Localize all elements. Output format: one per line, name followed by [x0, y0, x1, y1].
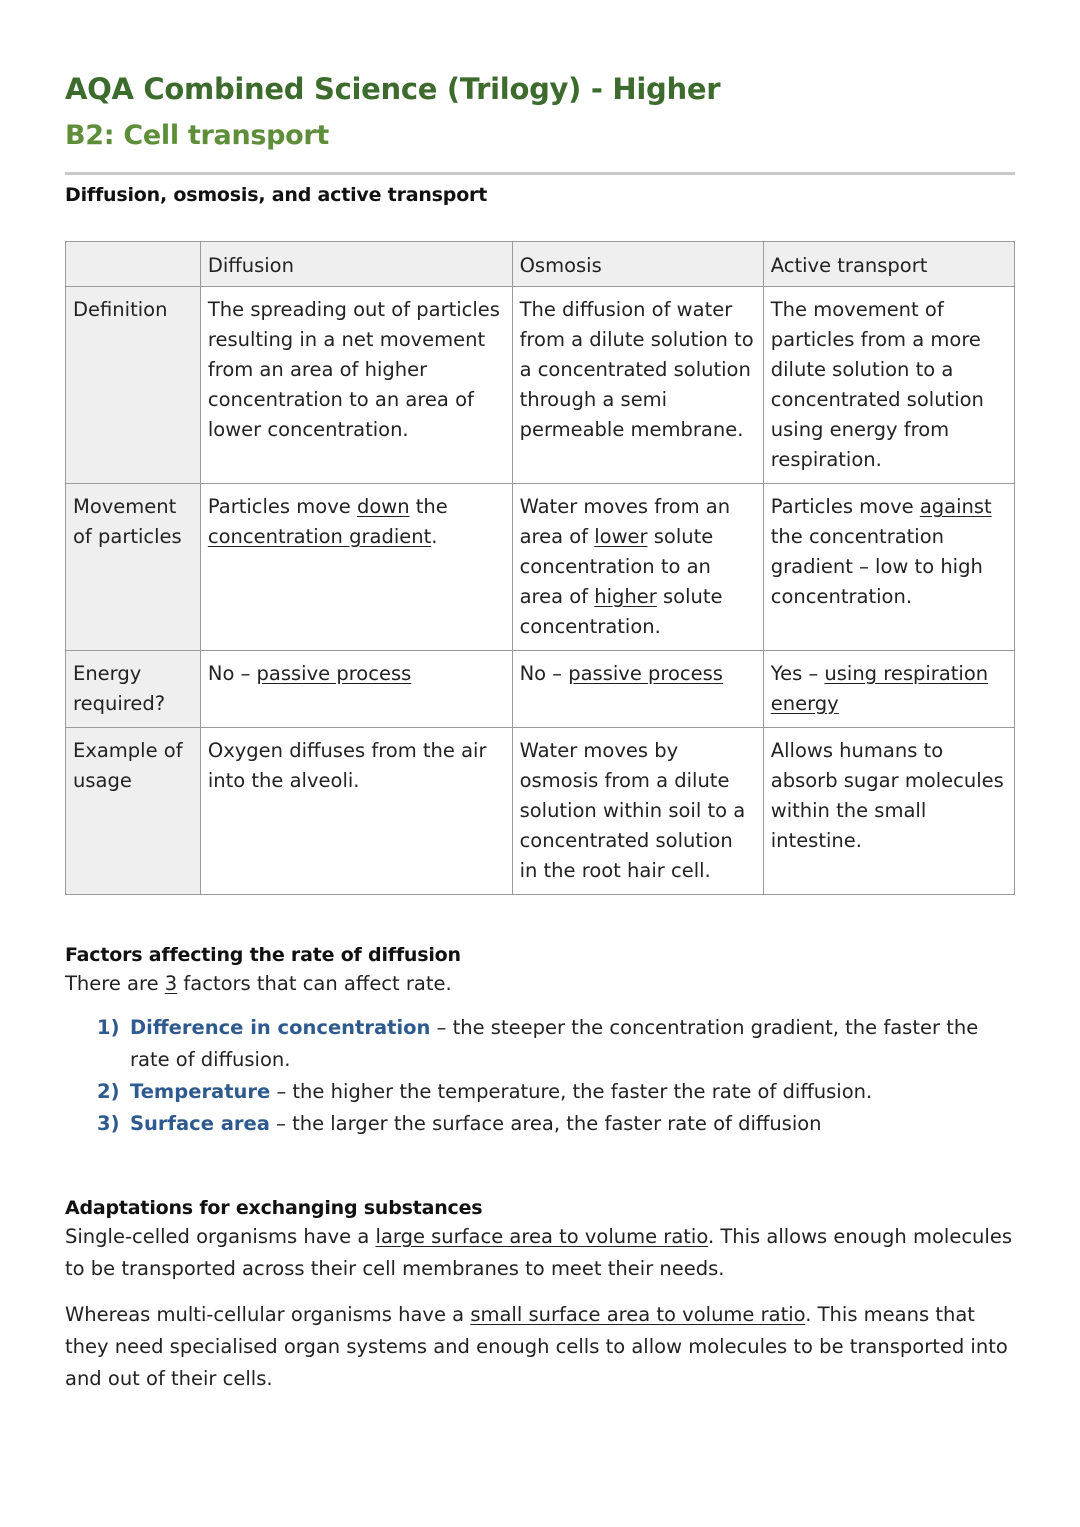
comparison-table	[65, 241, 1015, 895]
list-item: 2) Temperature – the higher the temperature, the faster the rate of diffusion.	[97, 1076, 1015, 1108]
underlined-term: large surface area to volume ratio	[375, 1225, 708, 1248]
list-item: 1) Difference in concentration – the steeper the concentration gradient, the faster the rate of diffusion.	[97, 1012, 1015, 1076]
table-cell: Water moves from an area of lower solute concentration to an area of higher solute concentration.	[512, 484, 763, 651]
adaptations-paragraph: Single-celled organisms have a large surface area to volume ratio. This allows enough molecules to be transported across their cell membranes to meet their needs.	[65, 1225, 1012, 1280]
table-cell: The spreading out of particles resulting in a net movement from an area of higher concentration to an area of lower concentration.	[200, 287, 512, 484]
table-cell: Particles move down the concentration gradient.	[200, 484, 512, 651]
underlined-term: higher	[594, 585, 657, 608]
underlined-term: using respiration energy	[770, 662, 989, 715]
factors-list	[65, 1012, 1015, 1140]
factors-intro: There are 3 factors that can affect rate.	[65, 972, 452, 995]
section-heading-transport: Diffusion, osmosis, and active transport	[65, 184, 488, 206]
list-number: 2)	[97, 1080, 120, 1103]
table-header-row	[66, 242, 1015, 287]
page-title: AQA Combined Science (Trilogy) - Higher	[65, 72, 721, 106]
table-cell: Particles move against the concentration gradient – low to high concentration.	[763, 484, 1014, 651]
table-row	[66, 728, 1015, 895]
table-cell: The diffusion of water from a dilute solution to a concentrated solution through a semi permeable membrane.	[512, 287, 763, 484]
factor-term: Difference in concentration	[130, 1016, 431, 1039]
row-label-movement: Movement of particles	[66, 484, 201, 651]
row-label-definition: Definition	[66, 287, 201, 484]
underlined-term: lower	[594, 525, 648, 548]
table-header-cell: Active transport	[763, 242, 1014, 287]
table-row	[66, 484, 1015, 651]
section-heading-adaptations: Adaptations for exchanging substances	[65, 1197, 483, 1219]
row-label-example: Example of usage	[66, 728, 201, 895]
table-cell: The movement of particles from a more dilute solution to a concentrated solution using energy from respiration.	[763, 287, 1014, 484]
table-cell: No – passive process	[200, 651, 512, 728]
underlined-term: against	[919, 495, 992, 518]
document-page	[65, 70, 1015, 1390]
title-divider	[65, 172, 1015, 175]
table-header-cell	[66, 242, 201, 287]
factors-section	[65, 942, 1015, 1140]
table-header-cell: Osmosis	[512, 242, 763, 287]
table-cell: No – passive process	[512, 651, 763, 728]
table-header-cell: Diffusion	[200, 242, 512, 287]
list-number: 3)	[97, 1112, 120, 1135]
table-cell: Allows humans to absorb sugar molecules within the small intestine.	[763, 728, 1014, 895]
underlined-term: passive process	[256, 662, 412, 685]
table-cell: Yes – using respiration energy	[763, 651, 1014, 728]
table-cell: Water moves by osmosis from a dilute solution within soil to a concentrated solution in the root hair cell.	[512, 728, 763, 895]
factor-term: Temperature	[130, 1080, 271, 1103]
factor-term: Surface area	[130, 1112, 270, 1135]
table-cell: Oxygen diffuses from the air into the alveoli.	[200, 728, 512, 895]
underlined-term: 3	[164, 972, 178, 995]
underlined-term: down	[356, 495, 410, 518]
adaptations-paragraph: Whereas multi-cellular organisms have a small surface area to volume ratio. This means that they need specialised organ systems and enough cells to allow molecules to be transported into and out of their cells.	[65, 1303, 1008, 1390]
table-row	[66, 287, 1015, 484]
underlined-term: passive process	[568, 662, 723, 685]
page-subtitle: B2: Cell transport	[65, 120, 330, 151]
underlined-term: small surface area to volume ratio	[470, 1303, 806, 1326]
list-number: 1)	[97, 1016, 120, 1039]
list-item: 3) Surface area – the larger the surface area, the faster rate of diffusion	[97, 1108, 1015, 1140]
underlined-term: concentration gradient	[207, 525, 432, 548]
table-row	[66, 651, 1015, 728]
adaptations-section	[65, 1195, 1015, 1395]
section-heading-factors: Factors affecting the rate of diffusion	[65, 944, 461, 966]
row-label-energy: Energy required?	[66, 651, 201, 728]
